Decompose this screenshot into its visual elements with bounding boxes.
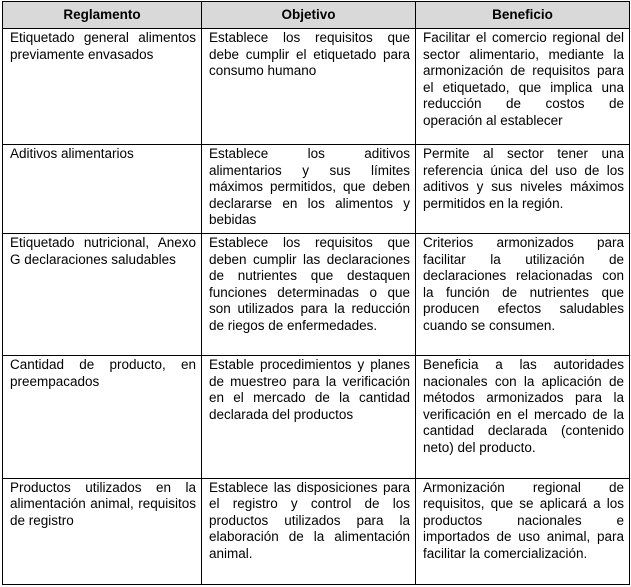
cell-objetivo: Estable procedimientos y planes de muestreo para la verificación en el mercado de la cantidad declarada del productos	[202, 356, 416, 478]
table-row	[3, 145, 630, 234]
cell-beneficio: Permite al sector tener una referencia única del uso de los aditivos y sus niveles máximos permitidos en la región.	[416, 145, 630, 234]
cell-beneficio: Beneficia a las autoridades nacionales con la aplicación de métodos armonizados para la verificación en el mercado de la cantidad declarada (contenido neto) del producto.	[416, 356, 630, 478]
cell-beneficio: Criterios armonizados para facilitar la utilización de declaraciones relacionadas con la función de nutrientes que producen efectos saludables cuando se consumen.	[416, 234, 630, 356]
table-header	[3, 2, 630, 29]
cell-reglamento: Etiquetado general alimentos previamente envasados	[3, 29, 202, 145]
table-row	[3, 478, 630, 584]
cell-reglamento: Etiquetado nutricional, Anexo G declaraciones saludables	[3, 234, 202, 356]
table-row	[3, 29, 630, 145]
cell-objetivo: Establece los aditivos alimentarios y sus límites máximos permitidos, que deben declararse en los alimentos y bebidas	[202, 145, 416, 234]
cell-reglamento: Aditivos alimentarios	[3, 145, 202, 234]
cell-reglamento: Cantidad de producto, en preempacados	[3, 356, 202, 478]
header-row	[3, 2, 630, 29]
table-body	[3, 29, 630, 585]
header-beneficio: Beneficio	[416, 2, 630, 29]
cell-reglamento: Productos utilizados en la alimentación animal, requisitos de registro	[3, 478, 202, 584]
regulations-table	[2, 1, 630, 585]
cell-beneficio: Facilitar el comercio regional del sector alimentario, mediante la armonización de requisitos para el etiquetado, que implica una reducción de costos de operación al establecer	[416, 29, 630, 145]
header-reglamento: Reglamento	[3, 2, 202, 29]
header-objetivo: Objetivo	[202, 2, 416, 29]
cell-objetivo: Establece las disposiciones para el registro y control de los productos utilizados para la elaboración de la alimentación animal.	[202, 478, 416, 584]
cell-objetivo: Establece los requisitos que debe cumplir el etiquetado para consumo humano	[202, 29, 416, 145]
table-row	[3, 234, 630, 356]
cell-beneficio: Armonización regional de requisitos, que se aplicará a los productos nacionales e importados de uso animal, para facilitar la comercialización.	[416, 478, 630, 584]
table-row	[3, 356, 630, 478]
cell-objetivo: Establece los requisitos que deben cumplir las declaraciones de nutrientes que destaquen funciones determinadas o que son utilizados para la reducción de riegos de enfermedades.	[202, 234, 416, 356]
